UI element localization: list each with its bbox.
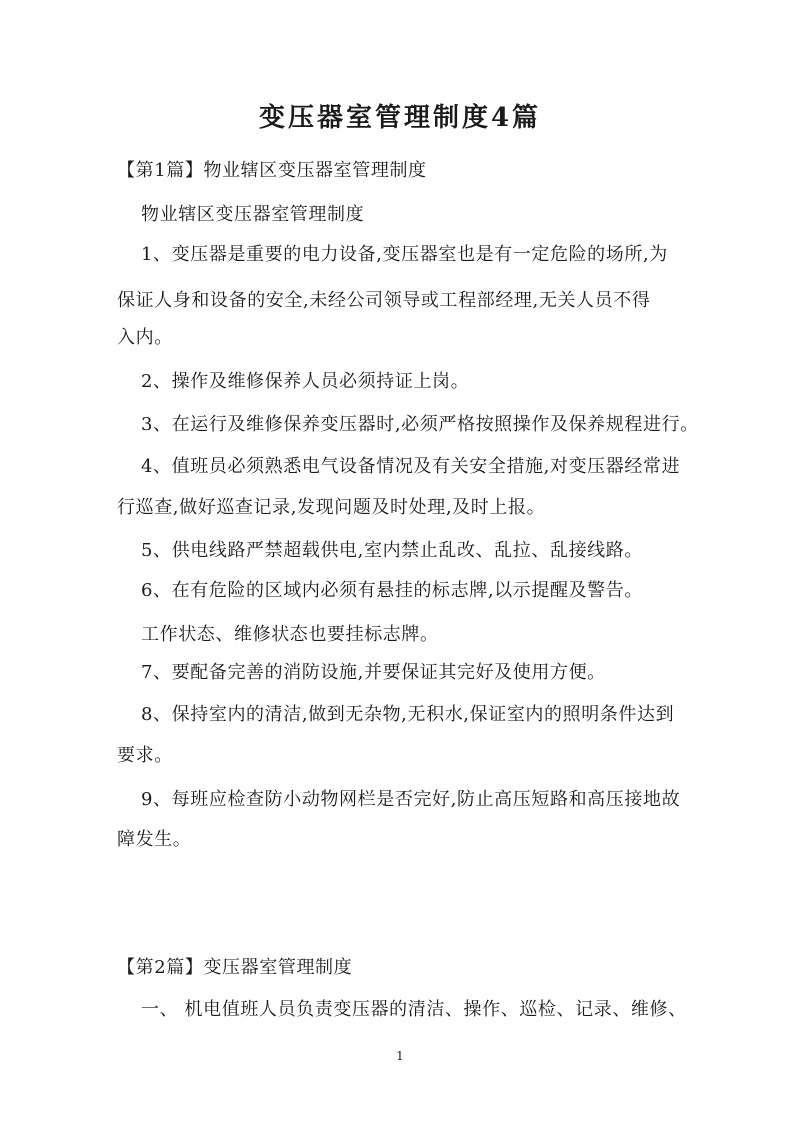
article-1-item-6: 6、在有危险的区域内必须有悬挂的标志牌,以示提醒及警告。 (141, 580, 643, 601)
article-1-item-7: 7、要配备完善的消防设施,并要保证其完好及使用方便。 (141, 662, 606, 683)
article-1-item-9-line-1: 9、每班应检查防小动物网栏是否完好,防止高压短路和高压接地故 (141, 789, 681, 810)
article-1-heading: 【第1篇】物业辖区变压器室管理制度 (117, 160, 427, 181)
article-1-item-3: 3、在运行及维修保养变压器时,必须严格按照操作及保养规程进行。 (141, 414, 699, 435)
article-1-item-8-line-2: 要求。 (117, 745, 173, 766)
article-2-heading: 【第2篇】变压器室管理制度 (117, 957, 353, 978)
article-1-item-4-line-1: 4、值班员必须熟悉电气设备情况及有关安全措施,对变压器经常进 (141, 456, 681, 477)
article-1-item-1-line-3: 入内。 (117, 327, 173, 348)
article-1-item-2: 2、操作及维修保养人员必须持证上岗。 (141, 371, 470, 392)
article-1-item-6-continuation: 工作状态、维修状态也要挂标志牌。 (141, 624, 439, 645)
page-number: 1 (396, 1049, 404, 1063)
document-title: 变压器室管理制度4篇 (258, 103, 542, 133)
article-2-item-1-line-1: 一、 机电值班人员负责变压器的清洁、操作、巡检、记录、维修、 (141, 999, 687, 1020)
article-1-item-5: 5、供电线路严禁超载供电,室内禁止乱改、乱拉、乱接线路。 (141, 540, 643, 561)
article-1-item-9-line-2: 障发生。 (117, 829, 192, 850)
article-1-subtitle: 物业辖区变压器室管理制度 (141, 204, 365, 225)
article-1-item-1-line-1: 1、变压器是重要的电力设备,变压器室也是有一定危险的场所,为 (141, 244, 668, 265)
article-1-item-4-line-2: 行巡查,做好巡查记录,发现问题及时处理,及时上报。 (117, 497, 546, 518)
article-1-item-8-line-1: 8、保持室内的清洁,做到无杂物,无积水,保证室内的照明条件达到 (141, 704, 675, 725)
article-1-item-1-line-2: 保证人身和设备的安全,未经公司领导或工程部经理,无关人员不得 (117, 290, 651, 311)
